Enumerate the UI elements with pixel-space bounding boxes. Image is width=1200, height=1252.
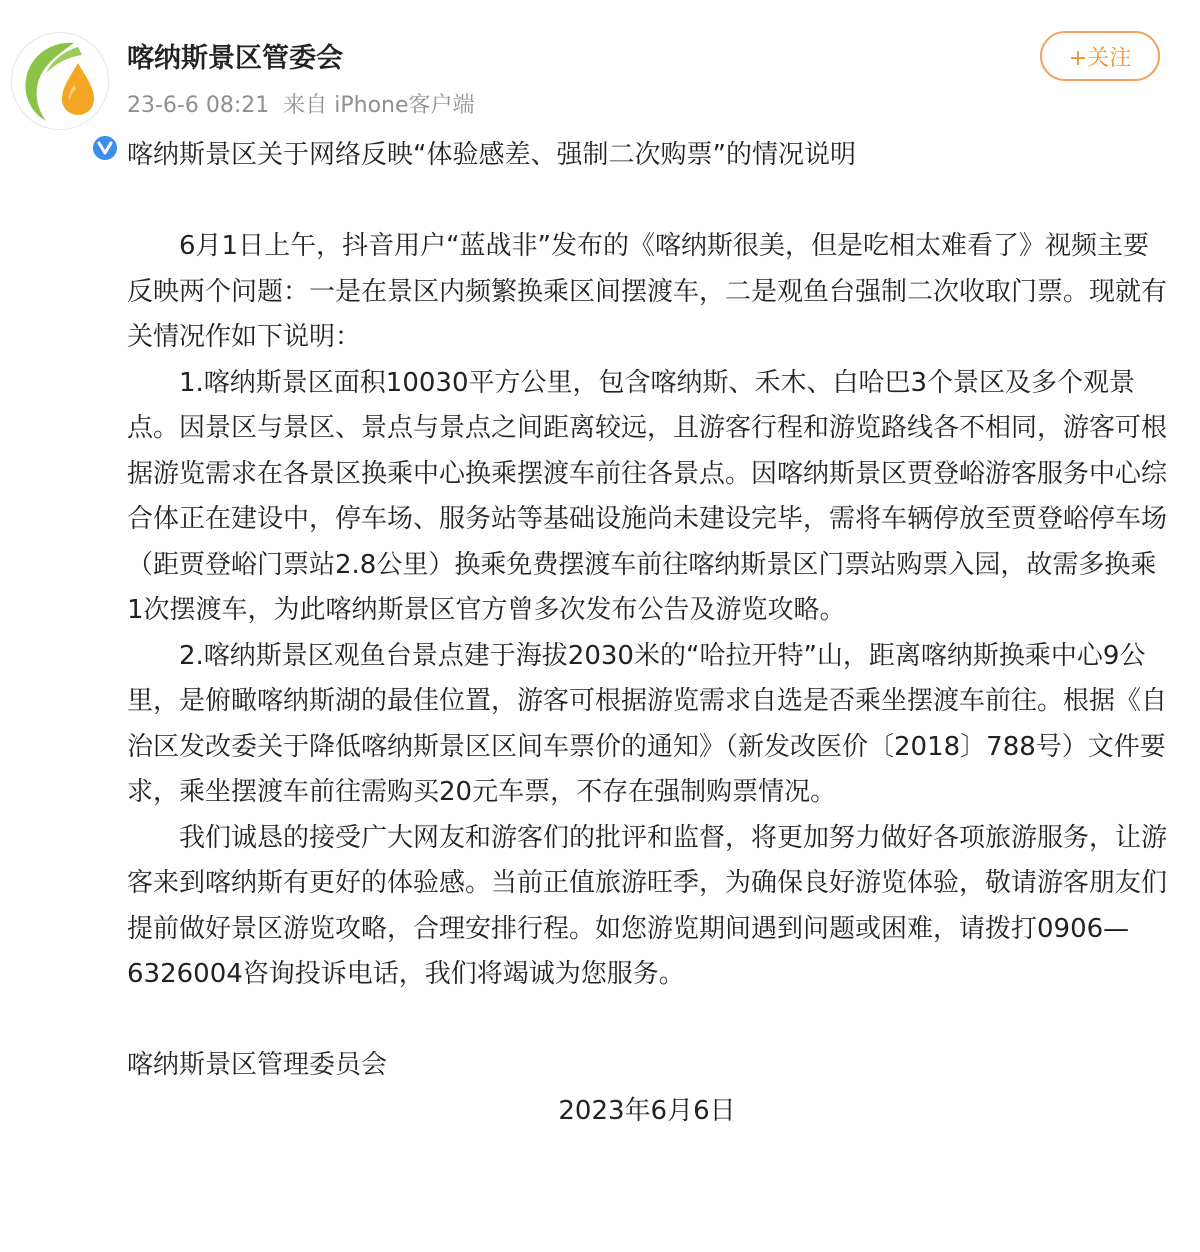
follow-button[interactable]: +关注 — [1040, 31, 1160, 81]
post-timestamp[interactable]: 23-6-6 08:21 — [127, 93, 270, 118]
paragraph-point-1: 1.喀纳斯景区面积10030平方公里，包含喀纳斯、禾木、白哈巴3个景区及多个观景点。因景区与景区、景点与景点之间距离较远，且游客行程和游览路线各不相同，游客可根据游览需求在各景区换乘中心换乘摆渡车前往各景点。因喀纳斯景区贾登峪游客服务中心综合体正在建设中，停车场、服务站等基础设施尚未建设完毕，需将车辆停放至贾登峪停车场（距贾登峪门票站2.8公里）换乘免费摆渡车前往喀纳斯景区门票站购票入园，故需多换乘1次摆渡车，为此喀纳斯景区官方曾多次发布公告及游览攻略。 — [127, 367, 1168, 625]
verified-badge-icon — [97, 141, 113, 155]
paragraph-intro: 6月1日上午，抖音用户“蓝战非”发布的《喀纳斯很美，但是吃相太难看了》视频主要反映两个问题：一是在景区内频繁换乘区间摆渡车，二是观鱼台强制二次收取门票。现就有关情况作如下说明： — [127, 231, 1168, 352]
avatar[interactable] — [12, 33, 108, 129]
verified-badge — [90, 133, 120, 163]
signature: 喀纳斯景区管理委员会 — [127, 1050, 388, 1080]
paragraph-point-2: 2.喀纳斯景区观鱼台景点建于海拔2030米的“哈拉开特”山，距离喀纳斯换乘中心9公里，是俯瞰喀纳斯湖的最佳位置，游客可根据游览需求自选是否乘坐摆渡车前往。根据《自治区发改委关于降低喀纳斯景区区间车票价的通知》（新发改医价〔2018〕788号）文件要求，乘坐摆渡车前往需购买20元车票，不存在强制购票情况。 — [127, 640, 1168, 807]
paragraph-closing: 我们诚恳的接受广大网友和游客们的批评和监督，将更加努力做好各项旅游服务，让游客来到喀纳斯有更好的体验感。当前正值旅游旺季，为确保良好游览体验，敬请游客朋友们提前做好景区游览攻略，合理安排行程。如您游览期间遇到问题或困难，请拨打0906—6326004咨询投诉电话，我们将竭诚为您服务。 — [127, 822, 1168, 989]
post-source: 来自 iPhone客户端 — [283, 93, 475, 118]
post-content — [127, 133, 1167, 1134]
post-meta — [127, 88, 475, 119]
blank-line — [127, 179, 1167, 225]
author-name[interactable]: 喀纳斯景区管委会 — [127, 43, 343, 74]
blank-line — [127, 998, 1167, 1044]
post-date: 2023年6月6日 — [558, 1095, 736, 1126]
leaf-drop-logo-icon — [12, 33, 108, 129]
post-title: 喀纳斯景区关于网络反映“体验感差、强制二次购票”的情况说明 — [127, 140, 856, 170]
